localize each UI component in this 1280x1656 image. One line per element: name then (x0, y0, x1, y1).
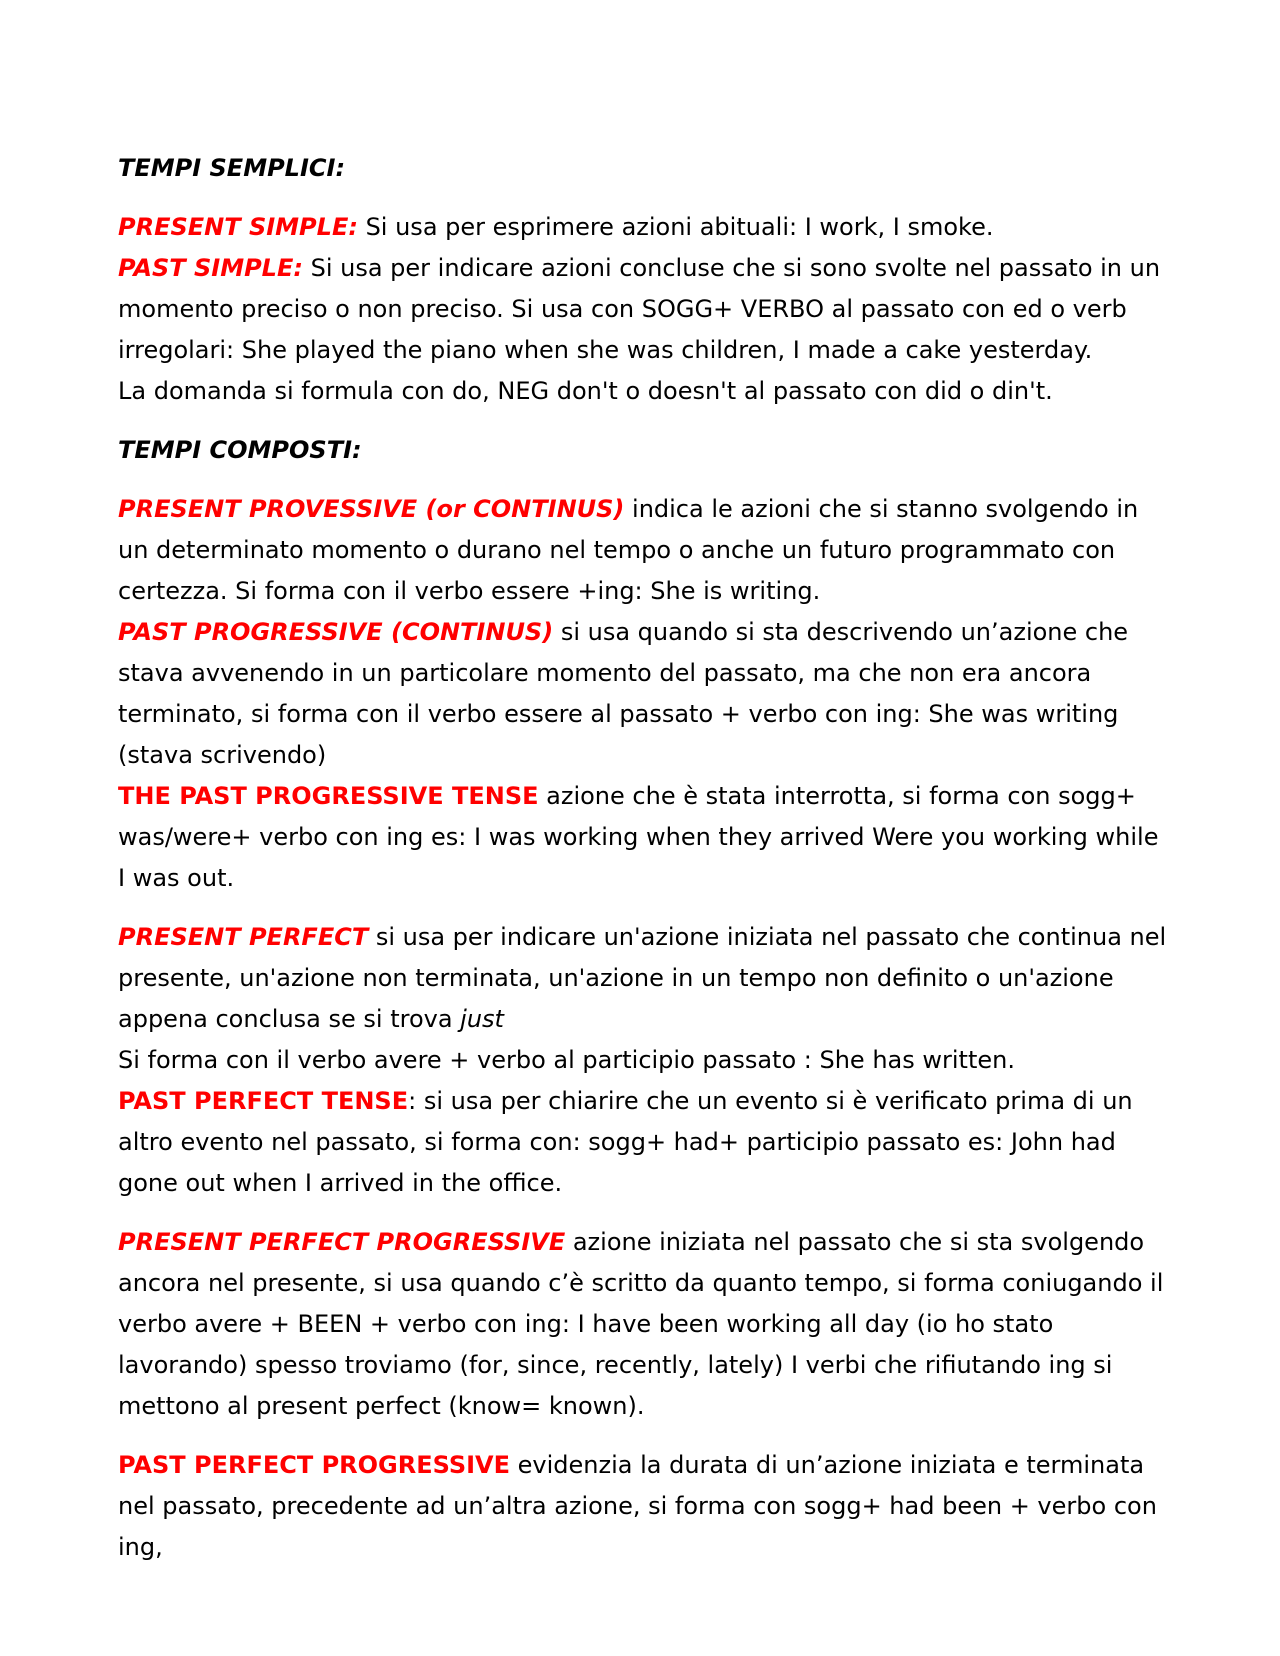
desc-present-perfect-progressive: azione iniziata nel passato che si sta svolgendo ancora nel presente, si usa quando c’è scritto da quanto tempo, si forma coniugando il verbo avere + BEEN + verbo con ing: I have been working all day (io ho stato lavorando) spesso troviamo (for, since, recently, lately) I verbi che rifiutando ing si mettono al present perfect (know= known). (118, 1228, 1164, 1420)
desc-present-simple: Si usa per esprimere azioni abituali: I work, I smoke. (357, 213, 994, 241)
entry-present-progressive (118, 489, 1170, 612)
desc-past-perfect-progressive: evidenzia la durata di un’azione iniziata e terminata nel passato, precedente ad un’altra azione, si forma con sogg+ had been + verbo con ing, (118, 1451, 1157, 1561)
section-title-compound: TEMPI COMPOSTI: (118, 436, 362, 464)
section-title-simple: TEMPI SEMPLICI: (118, 154, 346, 182)
term-past-progressive: PAST PROGRESSIVE (CONTINUS) (118, 618, 554, 646)
document-page (118, 148, 1170, 1586)
term-present-perfect: PRESENT PERFECT (118, 923, 369, 951)
desc-present-progressive: indica le azioni che si stanno svolgendo in un determinato momento o durano nel tempo o anche un futuro programmato con certezza. Si forma con il verbo essere +ing: She is writing. (118, 495, 1139, 605)
paragraph-present-perfect-progressive (118, 1222, 1170, 1427)
term-past-perfect-progressive: PAST PERFECT PROGRESSIVE (118, 1451, 511, 1479)
desc-past-perfect-tense: : si usa per chiarire che un evento si è verificato prima di un altro evento nel passato, si forma con: sogg+ had+ participio passato es: John had gone out when I arrived in the office. (118, 1087, 1133, 1197)
entry-past-simple-question: La domanda si formula con do, NEG don't o doesn't al passato con did o din't. (118, 377, 1053, 405)
term-present-progressive: PRESENT PROVESSIVE (or CONTINUS) (118, 495, 625, 523)
entry-past-progressive-tense (118, 776, 1170, 899)
entry-past-perfect-progressive (118, 1445, 1170, 1568)
entry-present-perfect-progressive (118, 1222, 1170, 1427)
term-past-perfect-tense: PAST PERFECT TENSE (118, 1087, 409, 1115)
paragraph-past-perfect-progressive (118, 1445, 1170, 1568)
entry-past-perfect-tense (118, 1081, 1170, 1204)
paragraph-perfect (118, 917, 1170, 1204)
entry-present-perfect (118, 917, 1170, 1040)
entry-present-simple (118, 207, 1170, 248)
desc-present-perfect: si usa per indicare un'azione iniziata nel passato che continua nel presente, un'azione non terminata, un'azione in un tempo non definito o un'azione appena conclusa se si trova (118, 923, 1167, 1033)
term-present-perfect-progressive: PRESENT PERFECT PROGRESSIVE (118, 1228, 566, 1256)
emphasis-just: just (460, 1005, 504, 1033)
entry-present-perfect-form: Si forma con il verbo avere + verbo al participio passato : She has written. (118, 1046, 1015, 1074)
entry-past-simple (118, 248, 1170, 371)
desc-past-progressive: si usa quando si sta descrivendo un’azione che stava avvenendo in un particolare momento del passato, ma che non era ancora terminato, si forma con il verbo essere al passato + verbo con ing: She was writing (stava scrivendo) (118, 618, 1129, 769)
paragraph-progressive (118, 489, 1170, 899)
term-past-progressive-tense: THE PAST PROGRESSIVE TENSE (118, 782, 539, 810)
entry-past-progressive (118, 612, 1170, 776)
desc-past-simple: Si usa per indicare azioni concluse che si sono svolte nel passato in un momento preciso o non preciso. Si usa con SOGG+ VERBO al passato con ed o verb irregolari: She played the piano when she was children, I made a cake yesterday. (118, 254, 1161, 364)
paragraph-simple-tenses (118, 207, 1170, 412)
term-present-simple: PRESENT SIMPLE: (118, 213, 358, 241)
desc-past-progressive-tense: azione che è stata interrotta, si forma con sogg+ was/were+ verbo con ing es: I was working when they arrived Were you working while I was out. (118, 782, 1159, 892)
term-past-simple: PAST SIMPLE: (118, 254, 303, 282)
